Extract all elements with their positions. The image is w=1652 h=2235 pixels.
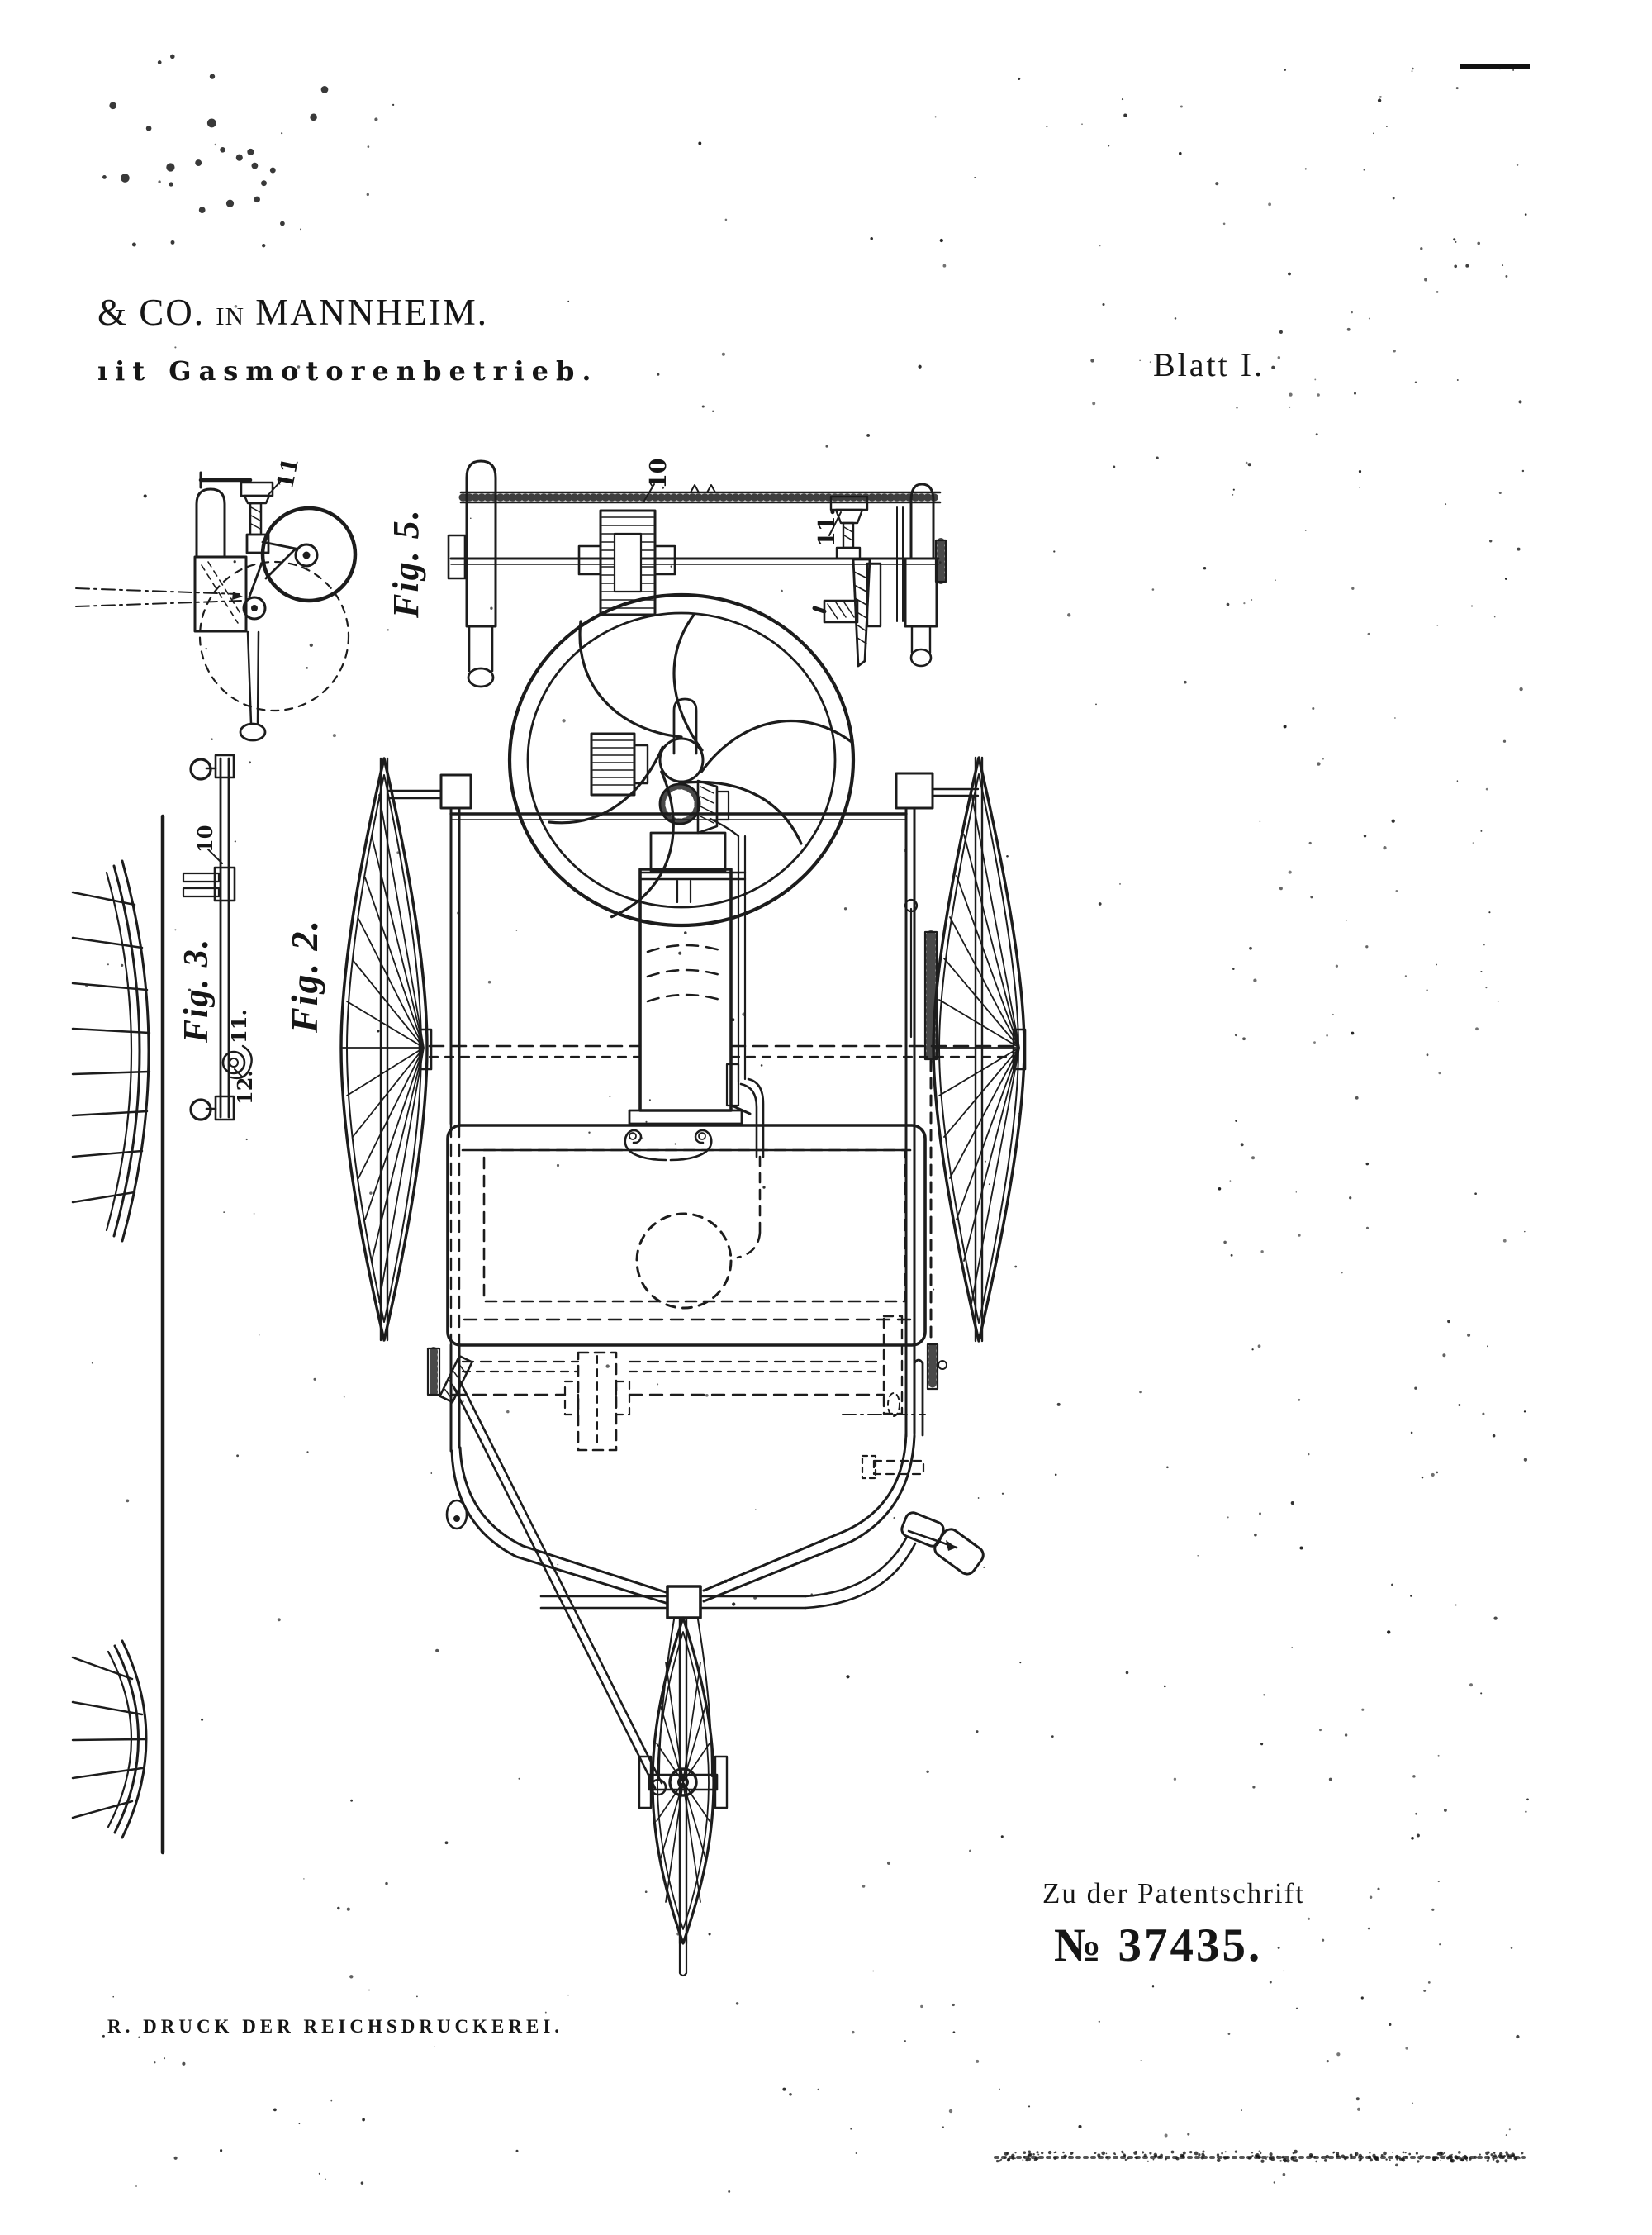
steering-gear-box [565,1353,629,1450]
header-company-line [97,291,488,334]
fig5-rack-assembly [449,461,946,687]
front-wheel [639,1618,727,1976]
part-label-11-fig5: 11. [814,508,840,547]
part-label-11-fig3: 11. [227,1009,251,1044]
patent-number: № 37435. [1054,1919,1263,1971]
front-v-frame [447,1433,915,1618]
title-fragment: ıit Gasmotorenbetrieb. [97,355,599,387]
part-label-10-fig5: 10 [646,458,672,489]
flywheel [510,595,858,925]
left-wheel [341,758,431,1340]
control-rod-and-pipe [637,819,763,1308]
part-label-10-fig3: 10 [193,825,217,853]
steering-caster-detail [76,473,355,740]
fig2-label: Fig. 2. [283,919,325,1033]
fig3-label: Fig. 3. [178,937,216,1043]
fig5-label: Fig. 5. [386,508,426,618]
engine-transmission [451,699,906,879]
company-name-fragment: & CO. [97,292,206,333]
right-wheel [925,758,1025,1343]
city-name: MANNHEIM. [255,292,488,333]
fig2-plan-view [341,595,1025,1976]
preposition: IN [216,302,244,330]
pedal-handle [900,1510,986,1577]
chassis-rails [388,773,978,1451]
part-label-12-fig3: 12. [233,1070,257,1105]
engine-cylinder [625,869,742,1160]
partial-side-view-wheels [73,816,163,1852]
tiller-and-ratchet [428,1348,666,1795]
sheet-number: Blatt I. [1153,346,1265,383]
printer-imprint: R. DRUCK DER REICHSDRUCKEREI. [107,2016,564,2037]
patent-caption: Zu der Patentschrift [1042,1877,1305,1909]
part-label-11-detail: 11 [273,455,305,492]
